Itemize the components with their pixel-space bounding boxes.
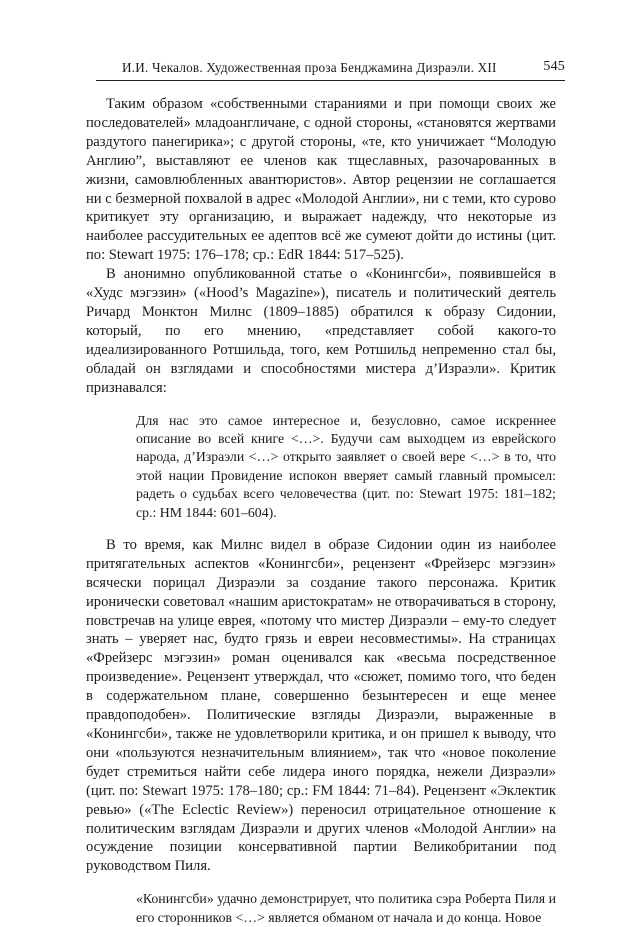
block-quote: Для нас это самое интересное и, безусловно, самое искреннее описание во всей книге <…>. Будучи сам выходцем из еврейского народа, д’Израэли <…> открыто заявляет о своей вере <…> в то, что этой нации Провидение испокон вверяет самый главный промысел: радеть о судьбах всего человечества (цит. по: Stewart 1975: 181–182; ср.: HM 1844: 601–604). [136,412,556,520]
page-number: 545 [543,59,565,74]
paragraph: В то время, как Милнс видел в образе Сидонии один из наиболее притягательных аспектов «Конингсби», рецензент «Фрейзерс мэгэзин» всячески порицал Дизраэли за создание такого персонажа. Критик иронически советовал «нашим аристократам» не отворачиваться в сторону, повстречав на улице еврея, «потому что мистер Дизраэли – ему-то следует знать – уверяет нас, будто грязь и евреи несовместимы». На страницах «Фрейзерс мэгэзин» роман оценивался как «весьма посредственное произведение». Рецензент утверждал, что «сюжет, помимо того, что беден в содержательном плане, совершенно безынтересен и еще менее правдоподобен». Политические взгляды Дизраэли, выраженные в «Конингсби», также не удовлетворили критика, и он пришел к выводу, что они «пользуются незначительным влиянием», так что «новое поколение будет стремиться найти себе лидера иного порядка, нежели Дизраэли» (цит. по: Stewart 1975: 178–180; ср.: FM 1844: 71–84). Рецензент «Эклектик ревью» («The Eclectic Review») переносил отрицательное отношение к политическим взглядам Дизраэли и других членов «Молодой Англии» на осуждение позиции консервативной партии Великобритании под руководством Пиля. [86,536,556,875]
paragraph: Таким образом «собственными стараниями и при помощи своих же последователей» младоангличане, с одной стороны, «становятся жертвами раздутого панегирика»; с другой стороны, «те, кто уничижает “Молодую Англию”, выставляют ее членов как тщеславных, разочарованных в жизни, самовлюбленных авантюристов». Автор рецензии не соглашается ни с безмерной похвалой в адрес «Молодой Англии», ни с теми, кто сурово критикует эту организацию, и выражает надежду, что некоторые из наиболее рассудительных ее адептов всё же сумеют дойти до истины (цит. по: Stewart 1975: 176–178; ср.: EdR 1844: 517–525). [86,96,556,264]
paragraph: В анонимно опубликованной статье о «Конингсби», появившейся в «Худс мэгэзин» («Hood’s Magazine»), писатель и политический деятель Ричард Монктон Милнс (1809–1885) обратился к образу Сидонии, который, по его мнению, «представляет собой какого-то идеализированного Ротшильда, того, кем Ротшильд непременно стал бы, обладай он взглядами и способностями мистера д’Израэли». Критик признавался: [86,266,556,396]
block-quote: «Конингсби» удачно демонстрирует, что политика сэра Роберта Пиля и его сторонников <…> является обманом от начала и до конца. Новое [136,891,556,925]
running-title: И.И. Чекалов. Художественная проза Бенджамина Дизраэли. XII [122,60,497,75]
main-text [86,95,556,927]
running-header [96,58,565,81]
